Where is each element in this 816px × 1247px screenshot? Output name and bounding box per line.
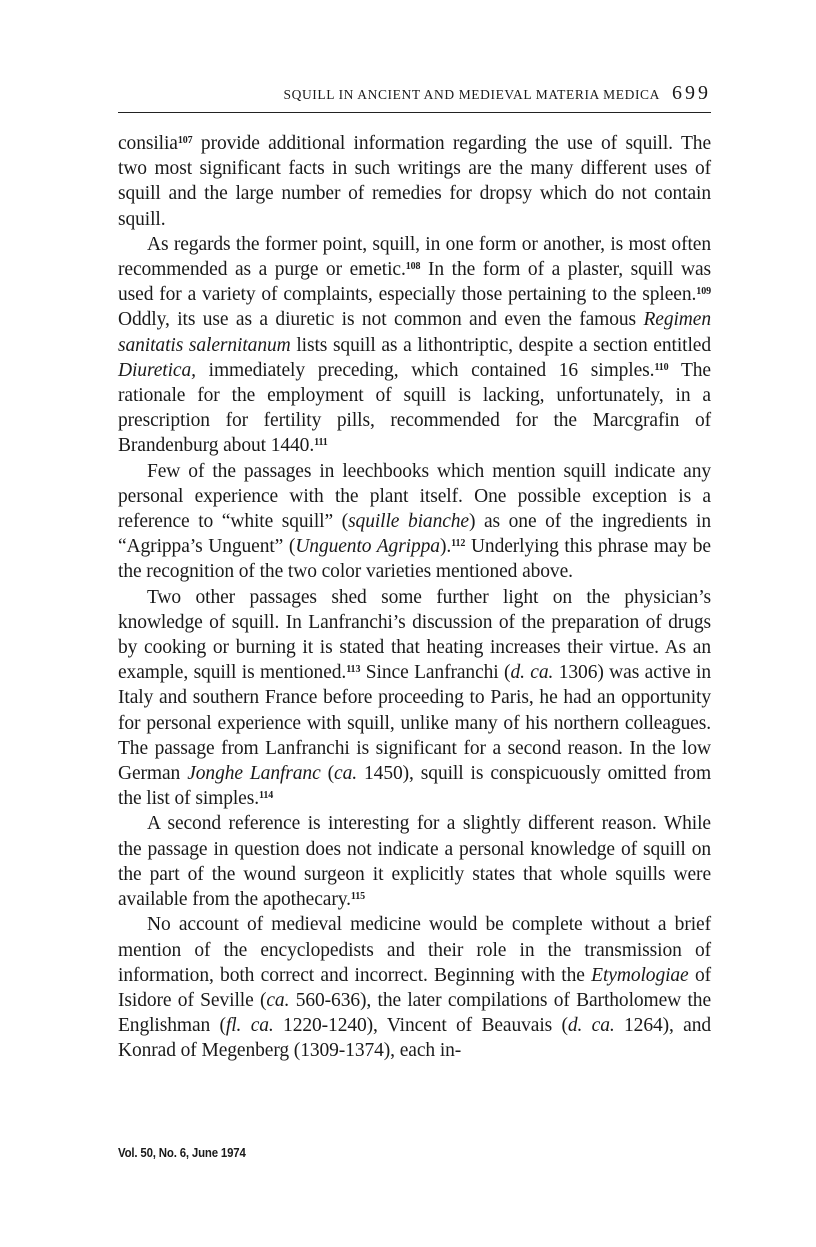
text-run: As regards the former point, squill, in one form or another, is most often recommended as a purge or emetic. — [118, 233, 711, 281]
italic-text: Regimen sanitatis salernitanum — [118, 309, 711, 356]
italic-text: Diuretica, — [118, 359, 196, 381]
text-run: 1306) was active in Italy and southern France before proceeding to Paris, he had an opportunity for personal experience with squill, unlike many of his northern colleagues. The passage from Lanfranchi is significant for a second reason. In the low German — [118, 662, 712, 785]
paragraph-4 — [118, 585, 711, 812]
footnote-ref: 107 — [177, 135, 193, 146]
footnote-ref: 112 — [451, 538, 466, 550]
paragraph-3 — [118, 459, 711, 585]
footnote-ref: 114 — [259, 790, 274, 802]
italic-text: Unguento Agrippa — [295, 536, 440, 558]
text-run: 1450), squill is conspicuously omitted from the list of simples. — [118, 763, 712, 810]
italic-text: d. ca. — [567, 1015, 615, 1037]
italic-text: ca. — [334, 763, 358, 785]
text-run: No account of medieval medicine would be complete without a brief mention of the encyclopedists and their role in the transmission of information, both correct and incorrect. Beginning with the — [118, 914, 711, 986]
paragraph-1 — [118, 131, 711, 232]
footnote-ref: 110 — [654, 361, 669, 373]
text-run: In the form of a plaster, squill was used for a variety of complaints, especially those pertaining to the spleen. — [118, 259, 711, 306]
running-head: SQUILL IN ANCIENT AND MEDIEVAL MATERIA MEDICA — [283, 87, 660, 102]
footnote-ref: 109 — [696, 286, 711, 298]
text-run: Two other passages shed some further light on the physician’s knowledge of squill. In Lanfranchi’s discussion of the preparation of drugs by cooking or burning it is stated that heating increases their virtue. As an example, squill is mentioned. — [118, 586, 711, 684]
italic-text: Etymologiae — [591, 964, 689, 986]
text-run: provide additional information regarding the use of squill. The two most significant facts in such writings are the many different uses of squill and the large number of remedies for dropsy which do not contain squill. — [118, 133, 711, 230]
running-header — [118, 82, 711, 105]
italic-text: Jonghe Lanfranc — [187, 763, 321, 785]
footnote-ref: 113 — [346, 664, 361, 676]
text-run: of Isidore of Seville ( — [118, 964, 711, 1011]
paragraph-5 — [118, 811, 711, 912]
paragraph-2 — [118, 232, 711, 459]
page-number: 699 — [672, 82, 711, 104]
italic-text: ca. — [266, 989, 290, 1011]
text-run: 1264), and Konrad of Megenberg (1309-1374), each in- — [118, 1015, 712, 1062]
text-run: lists squill as a lithontriptic, despite a section entitled — [290, 334, 711, 356]
paragraph-6 — [118, 912, 711, 1063]
italic-text: d. ca. — [510, 662, 554, 684]
italic-text: squille bianche — [348, 511, 469, 533]
text-run: A second reference is interesting for a slightly different reason. While the passage in question does not indicate a personal knowledge of squill on the part of the wound surgeon it explicitly states that whole squills were available from the apothecary. — [118, 813, 711, 911]
text-run: immediately preceding, which contained 16 simples. — [195, 359, 655, 381]
text-run: Since Lanfranchi ( — [360, 662, 511, 684]
journal-footer: Vol. 50, No. 6, June 1974 — [118, 1145, 246, 1160]
body-text — [118, 131, 711, 1064]
footnote-ref: 108 — [405, 261, 421, 273]
header-rule — [118, 112, 711, 113]
text-run: The rationale for the employment of squill is lacking, unfortunately, in a prescription for fertility pills, recommended for the Marcgrafin of Brandenburg about 1440. — [118, 359, 711, 457]
text-run: 1220-1240), Vincent of Beauvais ( — [273, 1015, 568, 1037]
text-run: ). — [439, 536, 452, 558]
text-run: ( — [320, 763, 335, 785]
text-run: Oddly, its use as a diuretic is not common and even the famous — [118, 309, 644, 331]
text-run: Few of the passages in leechbooks which mention squill indicate any personal experience with the plant itself. One possible exception is a reference to “white squill” ( — [118, 460, 711, 533]
footnote-ref: 111 — [314, 437, 328, 449]
text-run: Underlying this phrase may be the recognition of the two color varieties mentioned above. — [118, 536, 711, 583]
text-run: consilia — [118, 133, 178, 154]
italic-text: fl. ca. — [225, 1015, 274, 1037]
text-run: ) as one of the ingredients in “Agrippa’s Unguent” ( — [118, 511, 711, 558]
footnote-ref: 115 — [350, 891, 366, 903]
text-run: 560-636), the later compilations of Bartholomew the Englishman ( — [118, 989, 712, 1037]
